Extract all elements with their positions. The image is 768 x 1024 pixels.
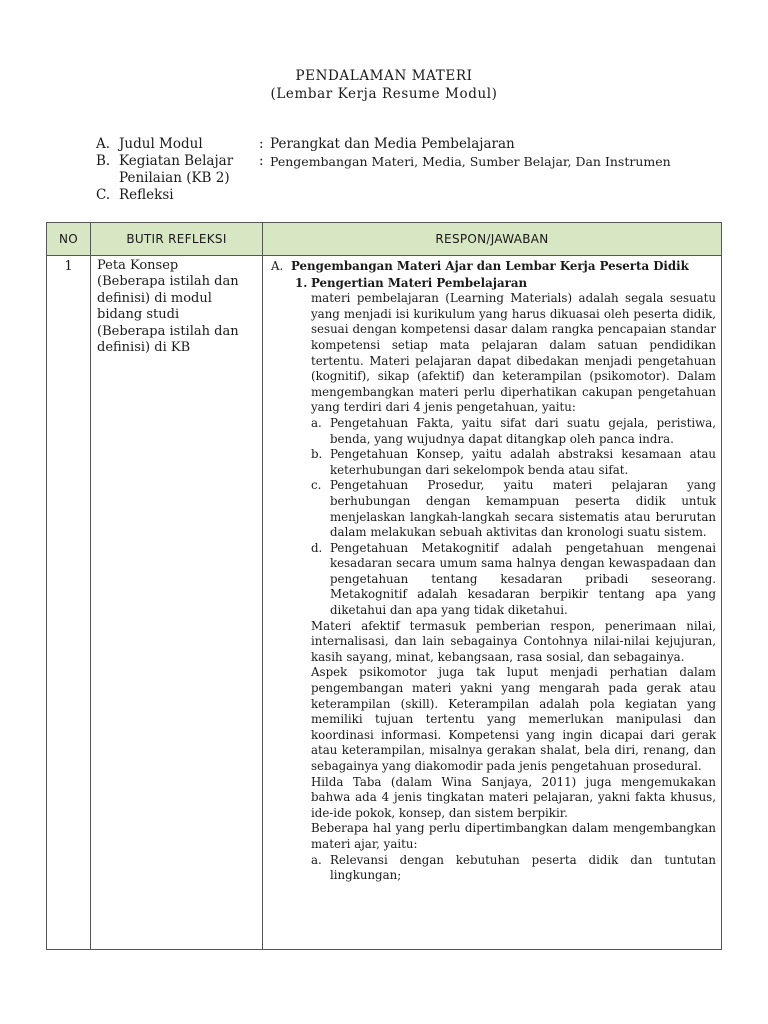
list-item-label: a.	[311, 415, 322, 430]
list-item-label: d.	[311, 540, 323, 555]
section-label: A.	[271, 259, 284, 273]
consideration-paragraph: Beberapa hal yang perlu dipertimbangkan dalam mengembangkan materi ajar, yaitu:	[311, 821, 716, 851]
list-item-text: Relevansi dengan kebutuhan peserta didik dan tuntutan lingkungan;	[330, 852, 716, 883]
afektif-paragraph: Materi afektif termasuk pemberian respon, penerimaan nilai, internalisasi, dan lain sebagainya Contohnya nilai-nilai kejujuran, kasih sayang, minat, kebangsaan, rasa sosial, dan sebagainya.	[311, 618, 716, 664]
meta-label: Penilaian (KB 2)	[119, 170, 230, 186]
list-item-text: Pengetahuan Metakognitif adalah pengetahuan mengenai kesadaran secara umum sama halnya dengan kewaspadaan dan pengetahuan tentang kesadaran pribadi seseorang. Metakognitif adalah kesadaran berpikir tentang apa yang diketahui dan apa yang tidak diketahui.	[330, 540, 716, 618]
meta-colon: :	[259, 136, 264, 152]
meta-letter: C.	[96, 187, 111, 203]
subsection-heading	[269, 276, 716, 292]
psikomotor-paragraph: Aspek psikomotor juga tak luput menjadi perhatian dalam pengembangan materi yakni yang mengarah pada gerak atau keterampilan (skill). Keterampilan adalah pola kegiatan yang memiliki tujuan tertentu yang memerlukan manipulasi dan koordinasi informasi. Kompetensi yang ingin dicapai dari gerak atau keterampilan, misalnya gerakan shalat, bela diri, renang, dan sebagainya yang diakomodir pada jenis pengetahuan prosedural.	[311, 665, 716, 773]
reflection-table	[46, 222, 722, 950]
meta-label: Refleksi	[119, 187, 174, 203]
meta-colon: :	[259, 153, 264, 169]
header-no: NO	[47, 223, 91, 256]
meta-value: Perangkat dan Media Pembelajaran	[270, 136, 515, 152]
document-title: PENDALAMAN MATERI	[295, 68, 473, 84]
response-cell	[263, 256, 722, 950]
row-number: 1	[47, 256, 91, 950]
butir-line: bidang studi	[97, 307, 180, 323]
list-item	[269, 478, 716, 540]
butir-line: definisi) di KB	[97, 340, 191, 356]
list-item	[269, 853, 716, 884]
table-header-row	[47, 223, 722, 256]
list-item-label: c.	[311, 478, 322, 493]
meta-label: Judul Modul	[119, 136, 203, 152]
list-item	[269, 447, 716, 478]
list-item-text: Pengetahuan Prosedur, yaitu materi pelajaran yang berhubungan dengan kemampuan peserta didik untuk menjelaskan langkah-langkah secara sistematis atau berurutan dalam melakukan sebuah aktivitas dan kronologi suatu sistem.	[330, 478, 716, 540]
header-butir-refleksi: BUTIR REFLEKSI	[91, 223, 263, 256]
intro-paragraph: materi pembelajaran (Learning Materials) adalah segala sesuatu yang menjadi isi kurikulum yang harus dikuasai oleh peserta didik, sesuai dengan kompetensi dasar dalam rangka pencapaian standar kompetensi setiap mata pelajaran dalam satuan pendidikan tertentu. Materi pelajaran dapat dibedakan menjadi pengetahuan (kognitif), sikap (afektif) dan keterampilan (psikomotor). Dalam mengembangkan materi perlu diperhatikan cakupan pengetahuan yang terdiri dari 4 jenis pengetahuan, yaitu:	[311, 291, 716, 415]
butir-refleksi-cell	[91, 256, 263, 950]
meta-label: Kegiatan Belajar	[119, 153, 234, 169]
hilda-taba-paragraph: Hilda Taba (dalam Wina Sanjaya, 2011) juga mengemukakan bahwa ada 4 jenis tingkatan materi pelajaran, yakni fakta khusus, ide-ide pokok, konsep, dan sistem berpikir.	[311, 774, 716, 820]
header-respon-jawaban: RESPON/JAWABAN	[263, 223, 722, 256]
meta-value: Pengembangan Materi, Media, Sumber Belajar, Dan Instrumen	[270, 154, 671, 169]
list-item-text: Pengetahuan Fakta, yaitu sifat dari suatu gejala, peristiwa, benda, yang wujudnya dapat ditangkap oleh panca indra.	[330, 415, 716, 446]
meta-letter: B.	[96, 153, 111, 169]
section-title: Pengembangan Materi Ajar dan Lembar Kerja Peserta Didik	[291, 259, 689, 273]
document-subtitle: (Lembar Kerja Resume Modul)	[270, 86, 498, 102]
butir-line: (Beberapa istilah dan	[97, 323, 239, 339]
subsection-label: 1.	[295, 275, 308, 290]
butir-line: Peta Konsep	[97, 258, 179, 273]
section-heading	[269, 259, 716, 275]
table-row	[47, 256, 722, 950]
list-item-label: b.	[311, 447, 323, 462]
butir-line: (Beberapa istilah dan	[97, 274, 239, 290]
list-item	[269, 541, 716, 619]
list-item	[269, 416, 716, 447]
list-item-label: a.	[311, 852, 322, 867]
butir-line: definisi) di modul	[97, 290, 212, 306]
subsection-title: Pengertian Materi Pembelajaran	[311, 275, 528, 290]
meta-letter: A.	[96, 136, 111, 152]
list-item-text: Pengetahuan Konsep, yaitu adalah abstraksi kesamaan atau keterhubungan dari sekelompok benda atau sifat.	[330, 447, 716, 477]
